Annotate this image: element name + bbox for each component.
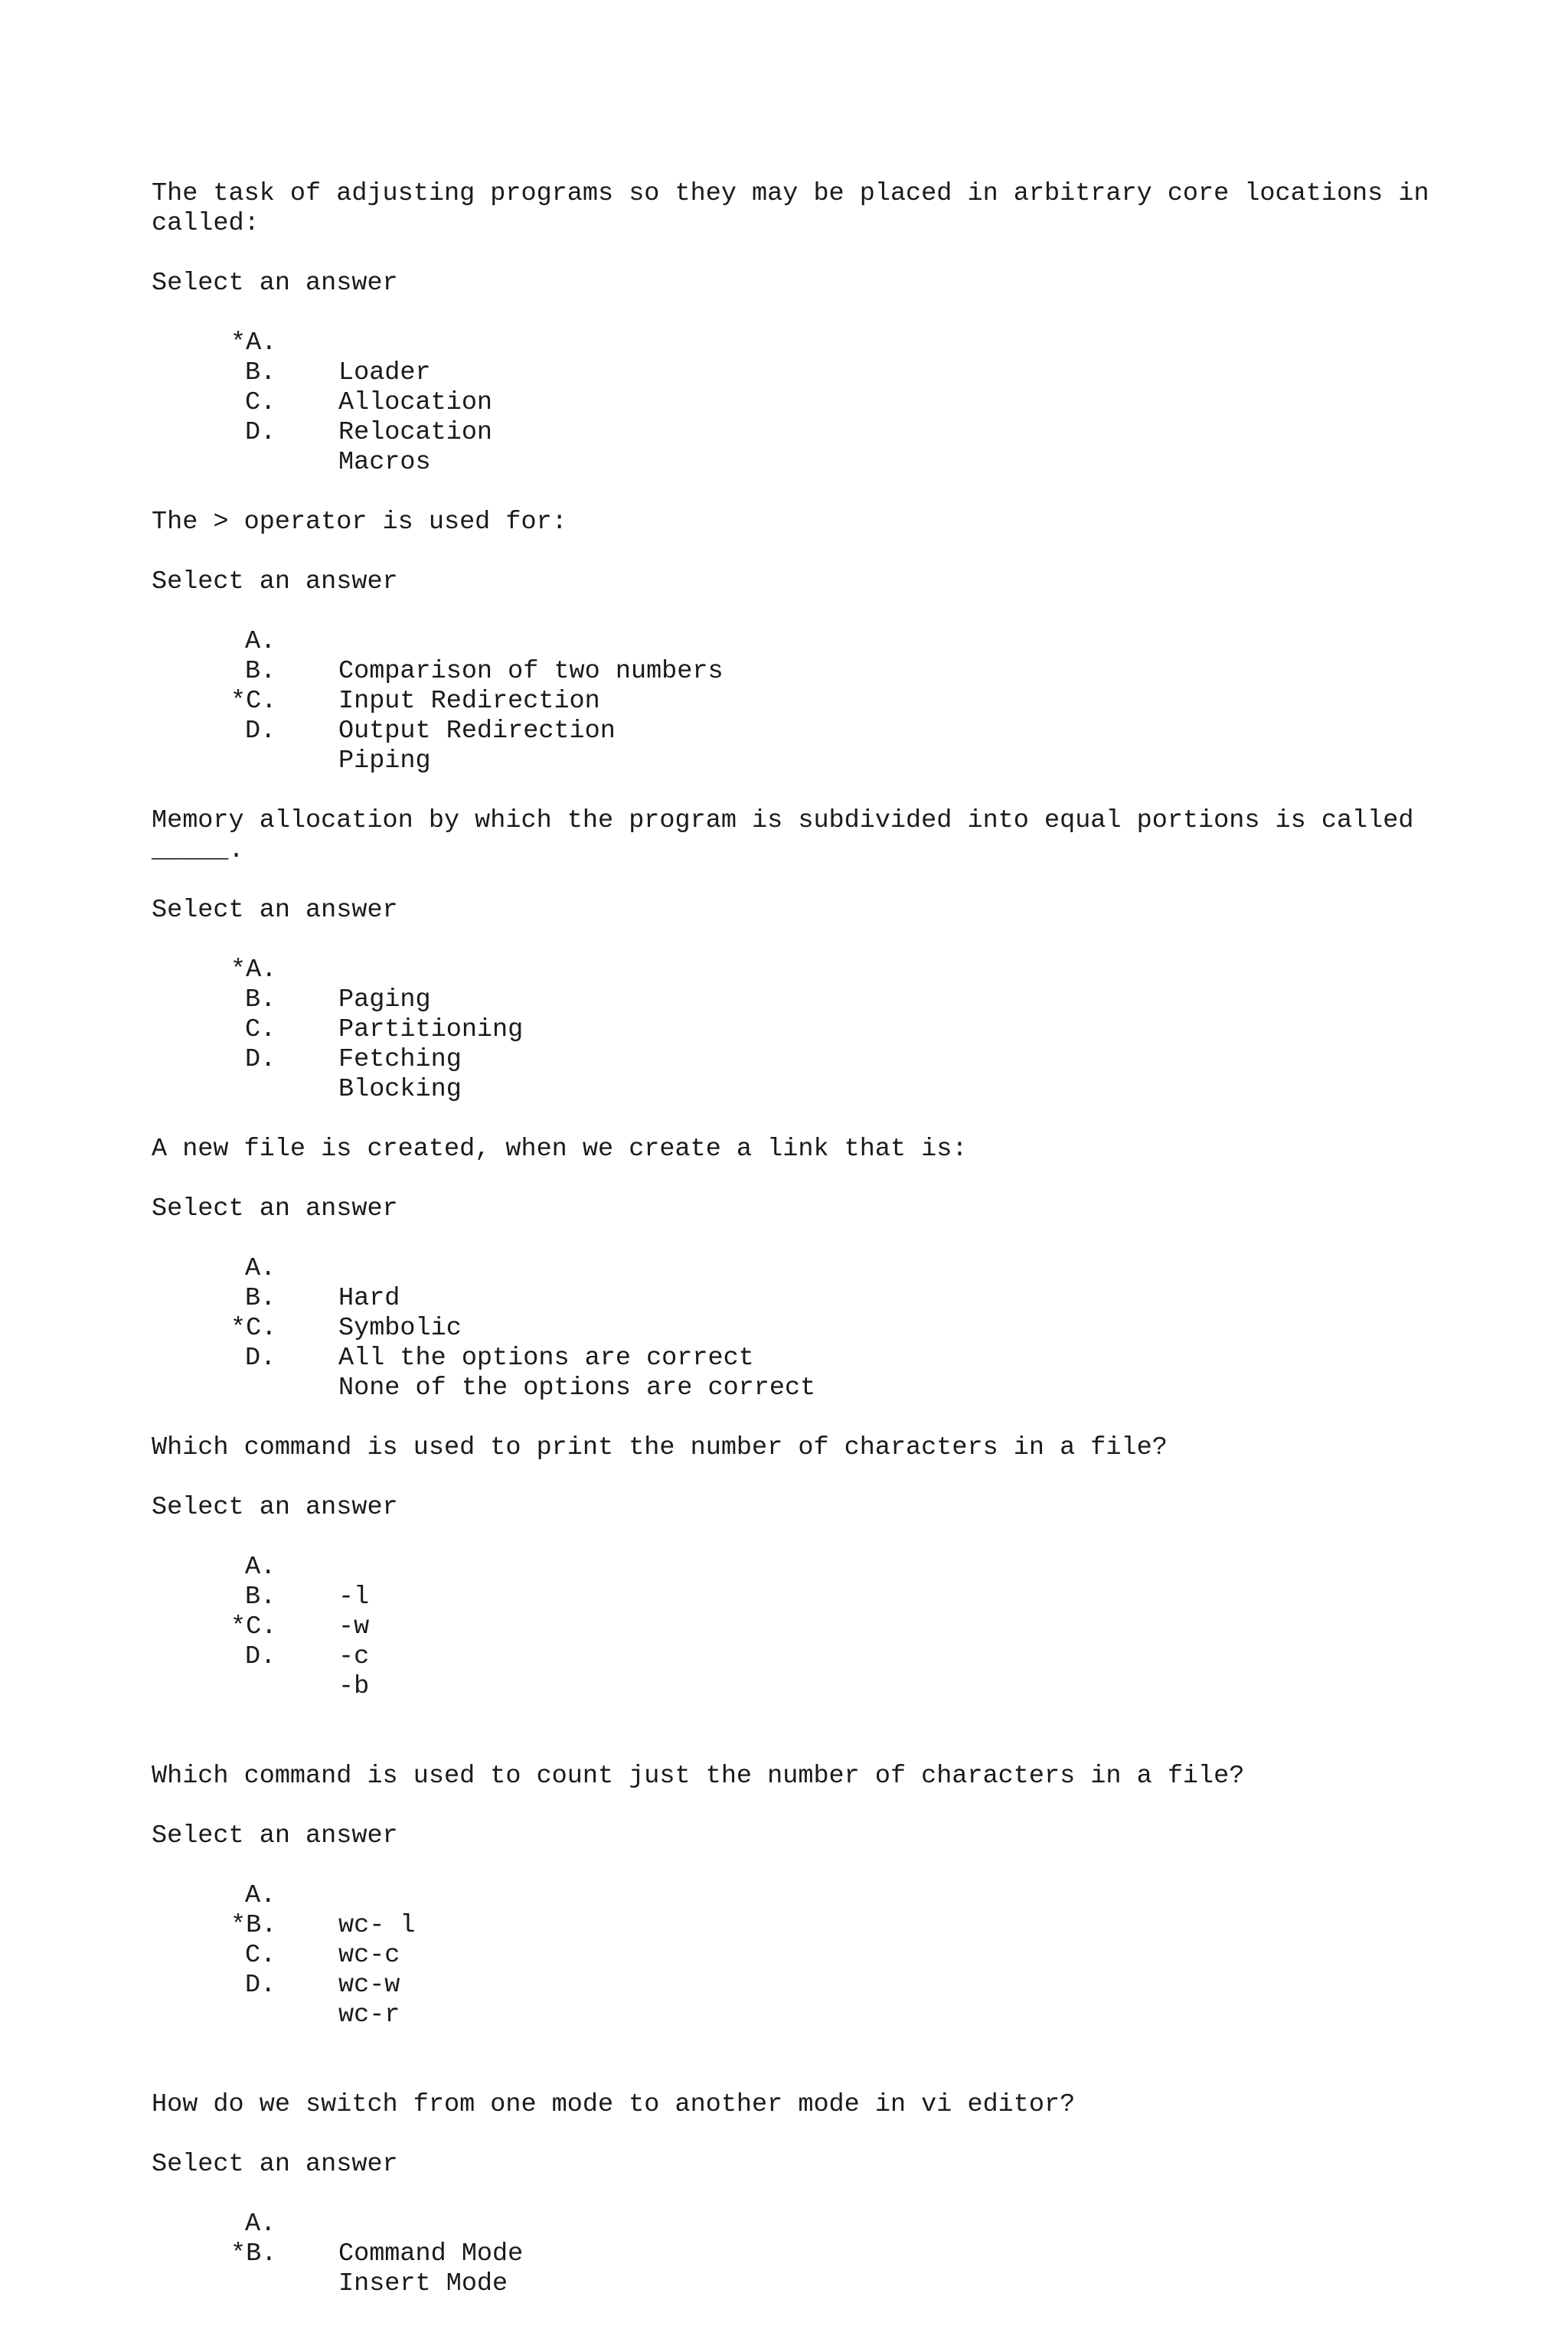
option-text: wc- l bbox=[338, 1911, 416, 1940]
question-text: Which command is used to print the number of characters in a file? bbox=[152, 1433, 1168, 1462]
option-letter: B. bbox=[245, 985, 276, 1014]
option-text: Loader bbox=[338, 358, 431, 387]
question-text: The > operator is used for: bbox=[152, 508, 567, 537]
answer-options bbox=[152, 1523, 1530, 1701]
question-text: The task of adjusting programs so they may be placed in arbitrary core locations in called: bbox=[152, 179, 1445, 238]
option-text: Blocking bbox=[338, 1075, 462, 1104]
option-letter: D. bbox=[245, 418, 276, 447]
answer-option[interactable] bbox=[152, 1523, 1530, 1612]
answer-options bbox=[152, 926, 1530, 1104]
question-text: Memory allocation by which the program is subdivided into equal portions is called _____. bbox=[152, 806, 1429, 865]
option-text: All the options are correct bbox=[338, 1344, 754, 1373]
option-text: wc-c bbox=[338, 1941, 400, 1970]
answer-prompt: Select an answer bbox=[152, 1493, 398, 1522]
option-letter: D. bbox=[245, 1045, 276, 1074]
question-text: Which command is used to count just the number of characters in a file? bbox=[152, 1762, 1245, 1791]
option-text: -b bbox=[338, 1672, 370, 1701]
option-text: wc-w bbox=[338, 1971, 400, 2000]
option-text: -c bbox=[338, 1642, 370, 1671]
option-letter: C. bbox=[245, 1941, 276, 1970]
answer-option[interactable] bbox=[152, 2180, 1530, 2269]
option-text: Paging bbox=[338, 985, 431, 1014]
option-letter: B. bbox=[245, 358, 276, 387]
option-letter: *B. bbox=[230, 2239, 277, 2269]
option-text: Input Redirection bbox=[338, 687, 600, 716]
option-letter: *C. bbox=[230, 687, 277, 716]
option-letter: B. bbox=[245, 1583, 276, 1612]
question-7 bbox=[152, 2090, 1530, 2298]
option-letter: *C. bbox=[230, 1314, 277, 1343]
answer-option[interactable] bbox=[152, 1583, 1530, 1671]
option-letter: D. bbox=[245, 717, 276, 746]
option-letter: C. bbox=[245, 1015, 276, 1044]
answer-prompt: Select an answer bbox=[152, 567, 398, 596]
option-letter: D. bbox=[245, 1971, 276, 2000]
option-letter: A. bbox=[245, 2210, 276, 2239]
answer-prompt: Select an answer bbox=[152, 1821, 398, 1850]
option-text: Insert Mode bbox=[338, 2269, 508, 2298]
option-letter: B. bbox=[245, 657, 276, 686]
option-text: Macros bbox=[338, 448, 431, 477]
answer-option[interactable] bbox=[152, 597, 1530, 686]
question-3 bbox=[152, 806, 1530, 1104]
option-text: Comparison of two numbers bbox=[338, 657, 724, 686]
answer-options bbox=[152, 1851, 1530, 2030]
option-text: -w bbox=[338, 1612, 370, 1641]
question-1 bbox=[152, 179, 1530, 477]
answer-options bbox=[152, 299, 1530, 477]
question-text: How do we switch from one mode to another mode in vi editor? bbox=[152, 2090, 1076, 2119]
option-letter: D. bbox=[245, 1642, 276, 1671]
option-letter: A. bbox=[245, 627, 276, 656]
option-text: Fetching bbox=[338, 1045, 462, 1074]
question-4 bbox=[152, 1135, 1530, 1403]
option-text: Relocation bbox=[338, 418, 493, 447]
answer-prompt: Select an answer bbox=[152, 1194, 398, 1223]
option-letter: A. bbox=[245, 1254, 276, 1283]
answer-option[interactable] bbox=[152, 1553, 1530, 1641]
answer-option[interactable] bbox=[152, 299, 1530, 387]
quiz-document bbox=[152, 179, 1530, 2298]
option-text: None of the options are correct bbox=[338, 1374, 816, 1403]
answer-option[interactable] bbox=[152, 1851, 1530, 1940]
option-letter: C. bbox=[245, 388, 276, 417]
option-text: -l bbox=[338, 1583, 370, 1612]
option-text: Hard bbox=[338, 1284, 400, 1313]
answer-option[interactable] bbox=[152, 1612, 1530, 1701]
option-text: Piping bbox=[338, 746, 431, 776]
option-letter: *C. bbox=[230, 1612, 277, 1641]
answer-prompt: Select an answer bbox=[152, 896, 398, 925]
question-6 bbox=[152, 1762, 1530, 2030]
option-letter: A. bbox=[245, 1553, 276, 1582]
option-text: Partitioning bbox=[338, 1015, 524, 1044]
option-letter: *B. bbox=[230, 1911, 277, 1940]
question-text: A new file is created, when we create a link that is: bbox=[152, 1135, 968, 1164]
option-text: Output Redirection bbox=[338, 717, 616, 746]
answer-options bbox=[152, 2180, 1530, 2298]
answer-prompt: Select an answer bbox=[152, 269, 398, 298]
answer-prompt: Select an answer bbox=[152, 2150, 398, 2179]
option-letter: *A. bbox=[230, 955, 277, 985]
answer-options bbox=[152, 597, 1530, 776]
question-5 bbox=[152, 1433, 1530, 1701]
option-letter: A. bbox=[245, 1881, 276, 1910]
option-letter: *A. bbox=[230, 328, 277, 358]
option-text: Allocation bbox=[338, 388, 493, 417]
answer-option[interactable] bbox=[152, 1224, 1530, 1313]
option-text: Symbolic bbox=[338, 1314, 462, 1343]
answer-option[interactable] bbox=[152, 926, 1530, 1014]
option-text: wc-r bbox=[338, 2001, 400, 2030]
answer-options bbox=[152, 1224, 1530, 1403]
option-letter: B. bbox=[245, 1284, 276, 1313]
option-letter: D. bbox=[245, 1344, 276, 1373]
option-text: Command Mode bbox=[338, 2239, 524, 2269]
question-2 bbox=[152, 508, 1530, 776]
